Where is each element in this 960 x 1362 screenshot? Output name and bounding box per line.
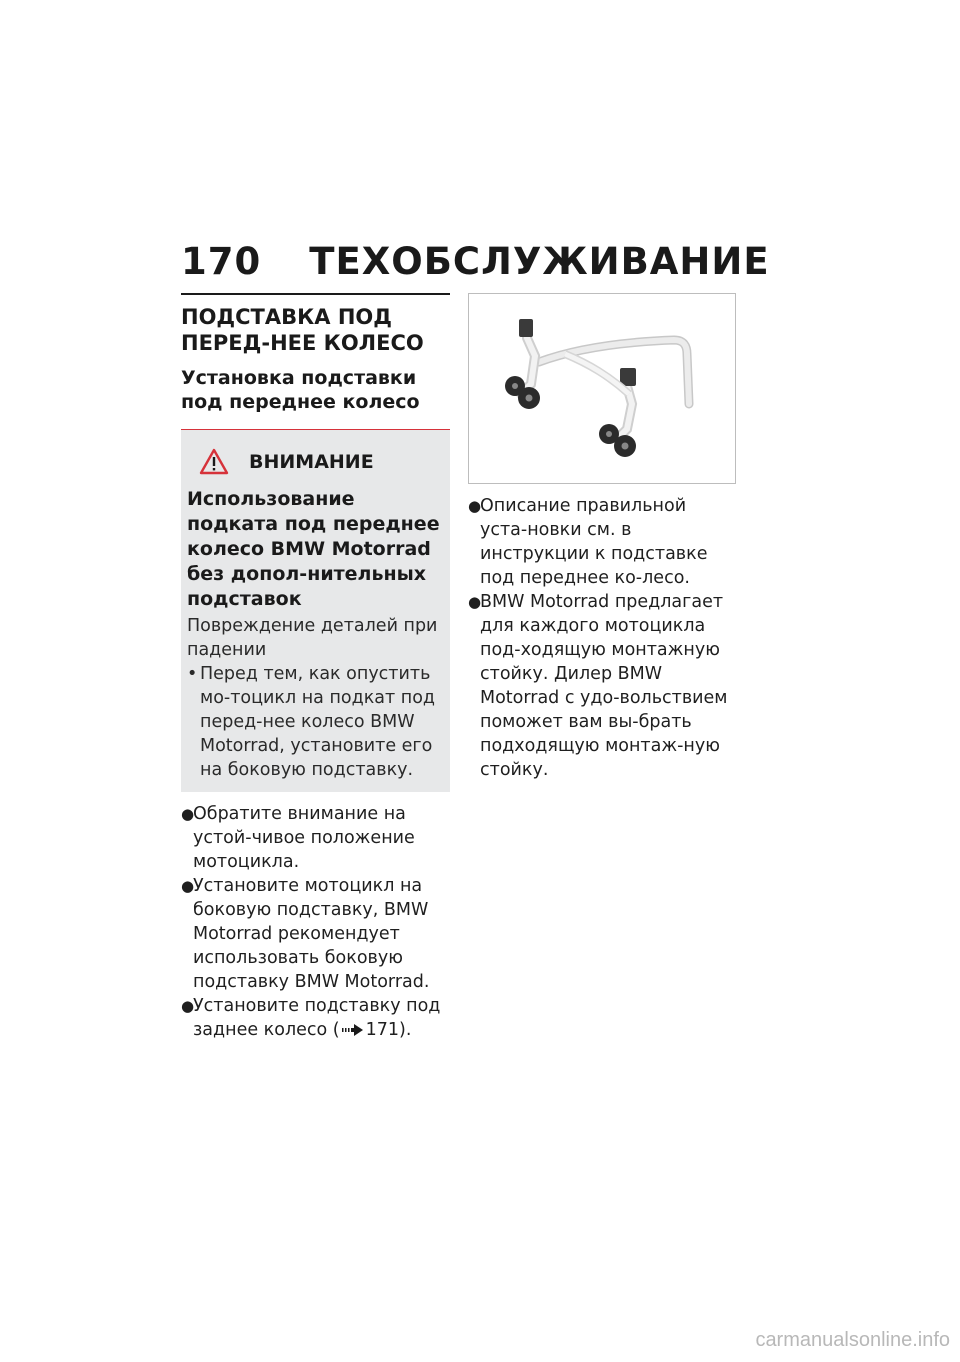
list-item — [181, 802, 450, 874]
bullet-dot-icon: ● — [468, 497, 482, 515]
bullet-dot-icon: • — [187, 664, 198, 684]
watermark-link[interactable]: carmanualsonline.info — [755, 1329, 950, 1351]
warning-label: ВНИМАНИЕ — [249, 450, 374, 473]
warning-text: Повреждение деталей при падении — [187, 616, 438, 660]
list-item-text: BMW Motorrad предлагает для каждого мотоцикла под-ходящую монтажную стойку. Дилер BMW Motorrad с удо-вольствием поможет вам вы-брать подходящую монтаж-ную стойку. — [480, 592, 728, 780]
left-column — [181, 293, 450, 1042]
steps-list — [181, 802, 450, 1042]
list-item — [181, 874, 450, 994]
list-item — [468, 494, 738, 590]
subsection-title: Установка подставки под переднее колесо — [181, 366, 450, 430]
notes-list — [468, 494, 738, 782]
section-title: ПОДСТАВКА ПОД ПЕРЕД-НЕЕ КОЛЕСО — [181, 293, 450, 356]
page-reference-arrow-icon — [342, 1024, 364, 1036]
front-wheel-stand-figure — [468, 293, 736, 484]
warning-bullet — [187, 662, 444, 782]
warning-triangle-icon — [199, 448, 229, 475]
page-reference-link[interactable]: 171 — [365, 1020, 400, 1040]
page-number: 170 — [181, 240, 262, 283]
warning-box — [181, 430, 450, 792]
bullet-dot-icon: ● — [181, 997, 195, 1015]
warning-title: Использование подката под переднее колесо BMW Motorrad без допол-нительных подставок — [187, 488, 440, 610]
warning-bullet-text: Перед тем, как опустить мо-тоцикл на подкат под перед-нее колесо BMW Motorrad, установите его на боковую подставку. — [200, 664, 436, 780]
bullet-dot-icon: ● — [468, 593, 482, 611]
list-item — [468, 590, 738, 782]
list-item-text: Описание правильной уста-новки см. в инструкции к подставке под переднее ко-лесо. — [480, 496, 708, 588]
warning-header — [199, 448, 444, 475]
page-header — [181, 240, 770, 283]
list-item-text — [193, 994, 450, 1042]
step-text-after: ). — [399, 1020, 412, 1040]
list-item-text: Установите мотоцикл на боковую подставку, BMW Motorrad рекомендует использовать боковую подставку BMW Motorrad. — [193, 876, 430, 992]
right-column — [468, 293, 738, 782]
list-item-text: Обратите внимание на устой-чивое положение мотоцикла. — [193, 804, 415, 872]
chapter-title: ТЕХОБСЛУЖИВАНИЕ — [309, 240, 770, 283]
bullet-dot-icon: ● — [181, 805, 195, 823]
bullet-dot-icon: ● — [181, 877, 195, 895]
step-text-before: Установите подставку под заднее колесо ( — [193, 996, 441, 1040]
list-item — [181, 994, 450, 1042]
front-stand-illustration — [469, 294, 735, 483]
